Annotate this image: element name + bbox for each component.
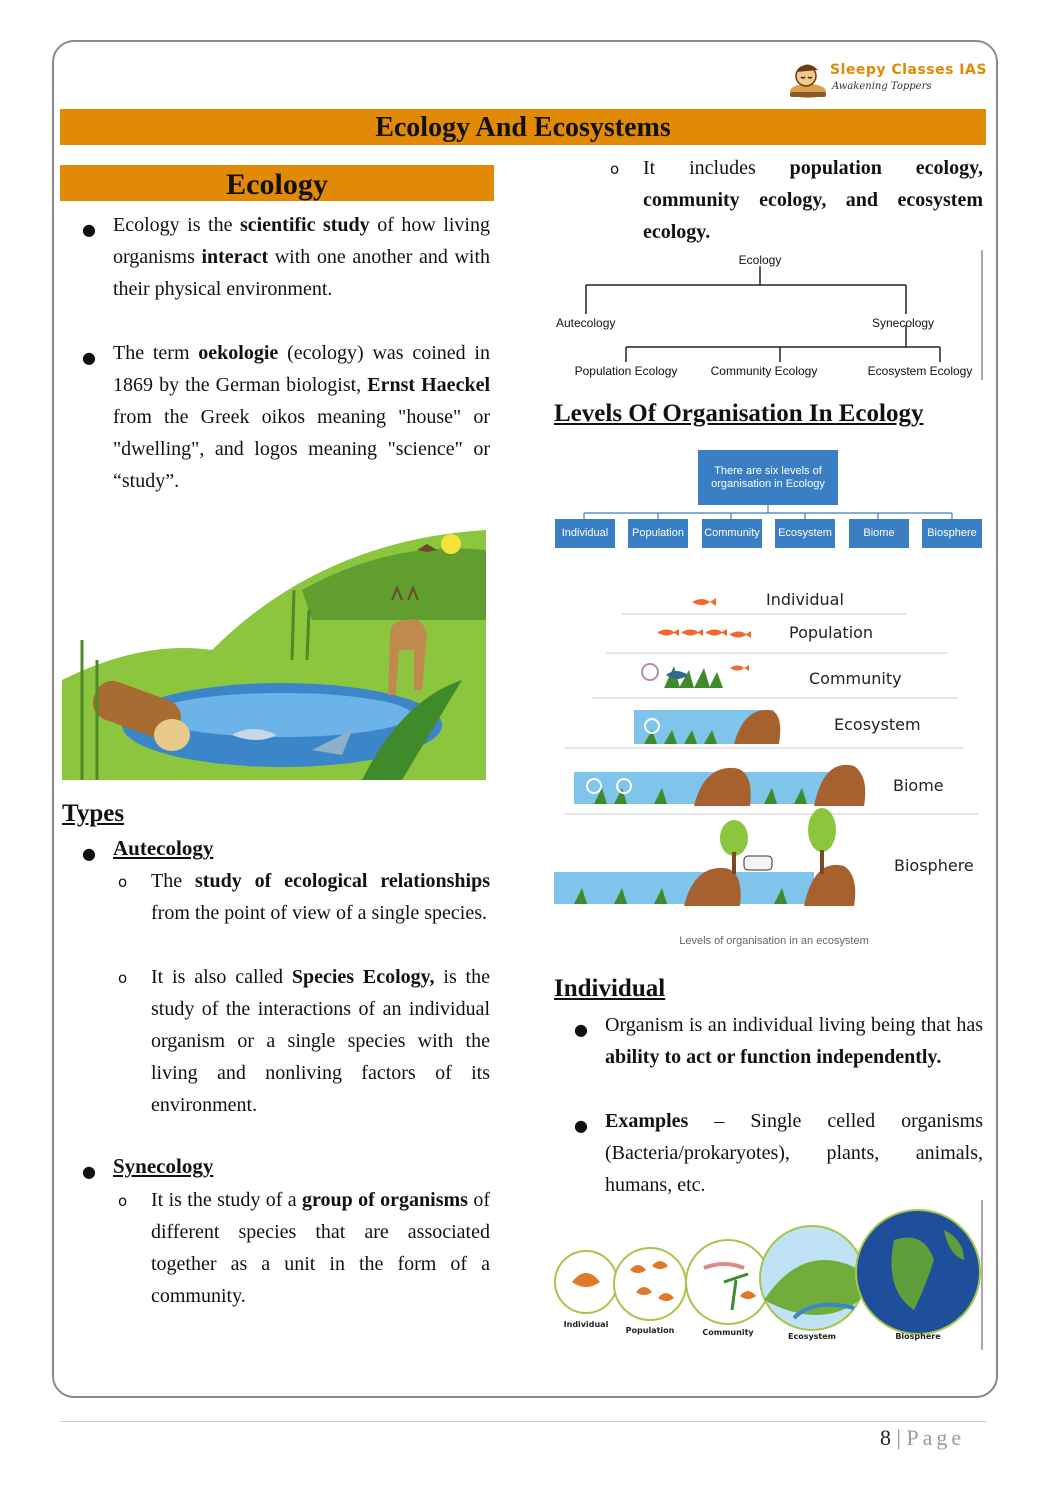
sleeping-mascot-icon [788, 58, 828, 100]
level-box-biosphere: Biosphere [922, 519, 982, 548]
ecology-heading: Ecology [60, 165, 494, 201]
circle-label-community: Community [702, 1328, 754, 1337]
bullet-dot: ● [82, 220, 96, 239]
pyramid-label-ecosystem: Ecosystem [834, 715, 921, 734]
sub-bullet: o [118, 1192, 128, 1210]
bullet-dot: ● [82, 844, 96, 863]
pyramid-label-community: Community [809, 669, 902, 688]
page-number [880, 1425, 965, 1451]
autecology-title: Autecology [113, 836, 214, 860]
community-scene [642, 664, 749, 688]
sub-bullet: o [610, 160, 620, 178]
autecology-definition: The study of ecological relationships from the point of view of a single species. [151, 870, 491, 924]
page-title: Ecology And Ecosystems [60, 109, 986, 145]
circle-label-ecosystem: Ecosystem [787, 1332, 837, 1341]
bullet-dot: ● [82, 348, 96, 367]
levels-summary-box: There are six levels of organisation in Ecology [698, 450, 838, 505]
logo [788, 58, 988, 102]
biome-scene [574, 765, 865, 806]
circle-label-population: Population [625, 1326, 675, 1335]
level-box-population: Population [628, 519, 688, 548]
ecology-definition: Ecology is the scientific study of how living organisms interact with one another and with their physical environment. [113, 214, 490, 300]
individual-definition: Organism is an individual living being that has ability to act or function independently. [605, 1014, 983, 1068]
bullet-dot: ● [82, 1162, 96, 1181]
fish-icon [692, 598, 716, 606]
level-box-community: Community [702, 519, 762, 548]
types-heading: Types [62, 800, 125, 827]
footer-divider [60, 1421, 986, 1422]
logo-name: Sleepy Classes IAS [830, 62, 987, 78]
level-box-individual: Individual [555, 519, 615, 548]
levels-pyramid-illustration [554, 580, 986, 950]
circle-label-biosphere: Biosphere [895, 1332, 941, 1341]
tree-population-label: Population Ecology [574, 364, 678, 378]
ecology-includes: It includes population ecology, community ecology, and ecosystem ecology. [643, 157, 983, 243]
levels-heading: Levels Of Organisation In Ecology [554, 400, 924, 427]
tree-root-label: Ecology [738, 253, 782, 267]
fish-school-icon [658, 629, 751, 638]
autecology-species-ecology: It is also called Species Ecology, is the study of the interactions of an individual organism or a single species with the living and nonliving factors of its environment. [151, 966, 490, 1116]
level-box-ecosystem: Ecosystem [775, 519, 835, 548]
logo-tagline: Awakening Toppers [832, 81, 932, 92]
ecology-origin: The term oekologie (ecology) was coined in 1869 by the German biologist, Ernst Haeckel from the Greek oikos meaning "house" or "dwelling", and logos meaning "science" or “study”. [113, 342, 490, 492]
sub-bullet: o [118, 873, 128, 891]
pyramid-label-population: Population [789, 623, 874, 642]
tree-ecosystem-label: Ecosystem Ecology [867, 364, 973, 378]
ecosystem-scene [634, 710, 780, 744]
tree-autecology-label: Autecology [556, 316, 616, 330]
tree-community-label: Community Ecology [710, 364, 818, 378]
page-separator: | [896, 1425, 901, 1450]
pond-ecosystem-illustration [62, 530, 486, 780]
bullet-dot: ● [574, 1020, 588, 1039]
circle-label-individual: Individual [563, 1320, 609, 1329]
individual-heading: Individual [554, 975, 666, 1002]
sub-bullet: o [118, 969, 128, 987]
pyramid-label-biosphere: Biosphere [894, 856, 974, 875]
pyramid-label-individual: Individual [766, 590, 844, 609]
pyramid-caption: Levels of organisation in an ecosystem [679, 935, 869, 947]
biosphere-scene [554, 808, 855, 906]
level-box-biome: Biome [849, 519, 909, 548]
tree-synecology-label: Synecology [872, 316, 935, 330]
synecology-definition: It is the study of a group of organisms of different species that are associated together as a unit in the form of a community. [151, 1189, 490, 1307]
synecology-title: Synecology [113, 1154, 214, 1178]
bullet-dot: ● [574, 1116, 588, 1135]
page-number-value: 8 [880, 1425, 891, 1450]
page-word: Page [906, 1425, 966, 1450]
ecology-tree-diagram [554, 250, 986, 384]
individual-examples: Examples – Single celled organisms (Bacteria/prokaryotes), plants, animals, humans, etc. [605, 1110, 983, 1196]
levels-circles-illustration [554, 1200, 986, 1350]
pyramid-label-biome: Biome [893, 776, 944, 795]
